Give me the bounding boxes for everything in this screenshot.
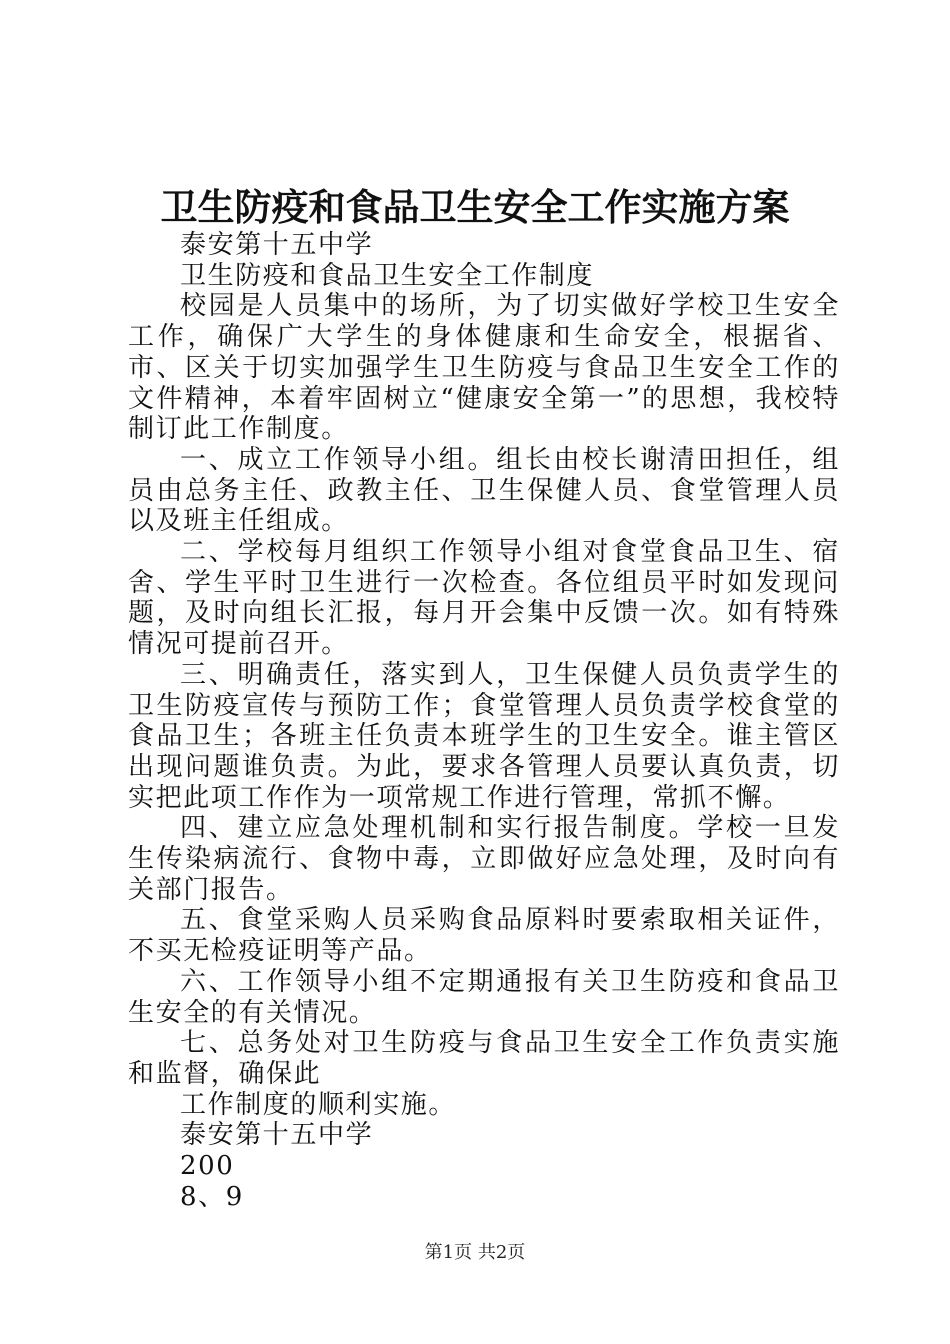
signature-date: 8、9 bbox=[180, 1181, 244, 1212]
item-7-continuation: 工作制度的顺利实施。 bbox=[180, 1089, 457, 1120]
document-body bbox=[128, 230, 840, 1213]
item-7-paragraph: 七、总务处对卫生防疫与食品卫生安全工作负责实施和监督，确保此 bbox=[128, 1028, 840, 1089]
item-2-paragraph: 二、学校每月组织工作领导小组对食堂食品卫生、宿舍、学生平时卫生进行一次检查。各位组员平时如发现问题，及时向组长汇报，每月开会集中反馈一次。如有特殊情况可提前召开。 bbox=[128, 537, 840, 660]
subtitle: 卫生防疫和食品卫生安全工作制度 bbox=[180, 260, 595, 291]
signature-year: 200 bbox=[180, 1151, 235, 1182]
item-5-paragraph: 五、食堂采购人员采购食品原料时要索取相关证件，不买无检疫证明等产品。 bbox=[128, 905, 840, 967]
school-name: 泰安第十五中学 bbox=[180, 230, 374, 260]
item-3-paragraph: 三、明确责任，落实到人，卫生保健人员负责学生的卫生防疫宣传与预防工作；食堂管理人员负责学校食堂的食品卫生；各班主任负责本班学生的卫生安全。谁主管区出现问题谁负责。为此，要求各管理人员要认真负责，切实把此项工作作为一项常规工作进行管理，常抓不懈。 bbox=[128, 659, 840, 813]
signature-school: 泰安第十五中学 bbox=[180, 1120, 374, 1151]
page-footer: 第1页 共2页 bbox=[424, 1242, 526, 1263]
intro-paragraph: 校园是人员集中的场所，为了切实做好学校卫生安全工作，确保广大学生的身体健康和生命安全，根据省、市、区关于切实加强学生卫生防疫与食品卫生安全工作的文件精神，本着牢固树立“健康安全第一”的思想，我校特制订此工作制度。 bbox=[128, 291, 840, 445]
document-title: 卫生防疫和食品卫生安全工作实施方案 bbox=[160, 185, 790, 229]
item-4-paragraph: 四、建立应急处理机制和实行报告制度。学校一旦发生传染病流行、食物中毒，立即做好应急处理，及时向有关部门报告。 bbox=[128, 813, 840, 905]
item-1-paragraph: 一、成立工作领导小组。组长由校长谢清田担任，组员由总务主任、政教主任、卫生保健人员、食堂管理人员以及班主任组成。 bbox=[128, 444, 840, 537]
item-6-paragraph: 六、工作领导小组不定期通报有关卫生防疫和食品卫生安全的有关情况。 bbox=[128, 966, 840, 1028]
